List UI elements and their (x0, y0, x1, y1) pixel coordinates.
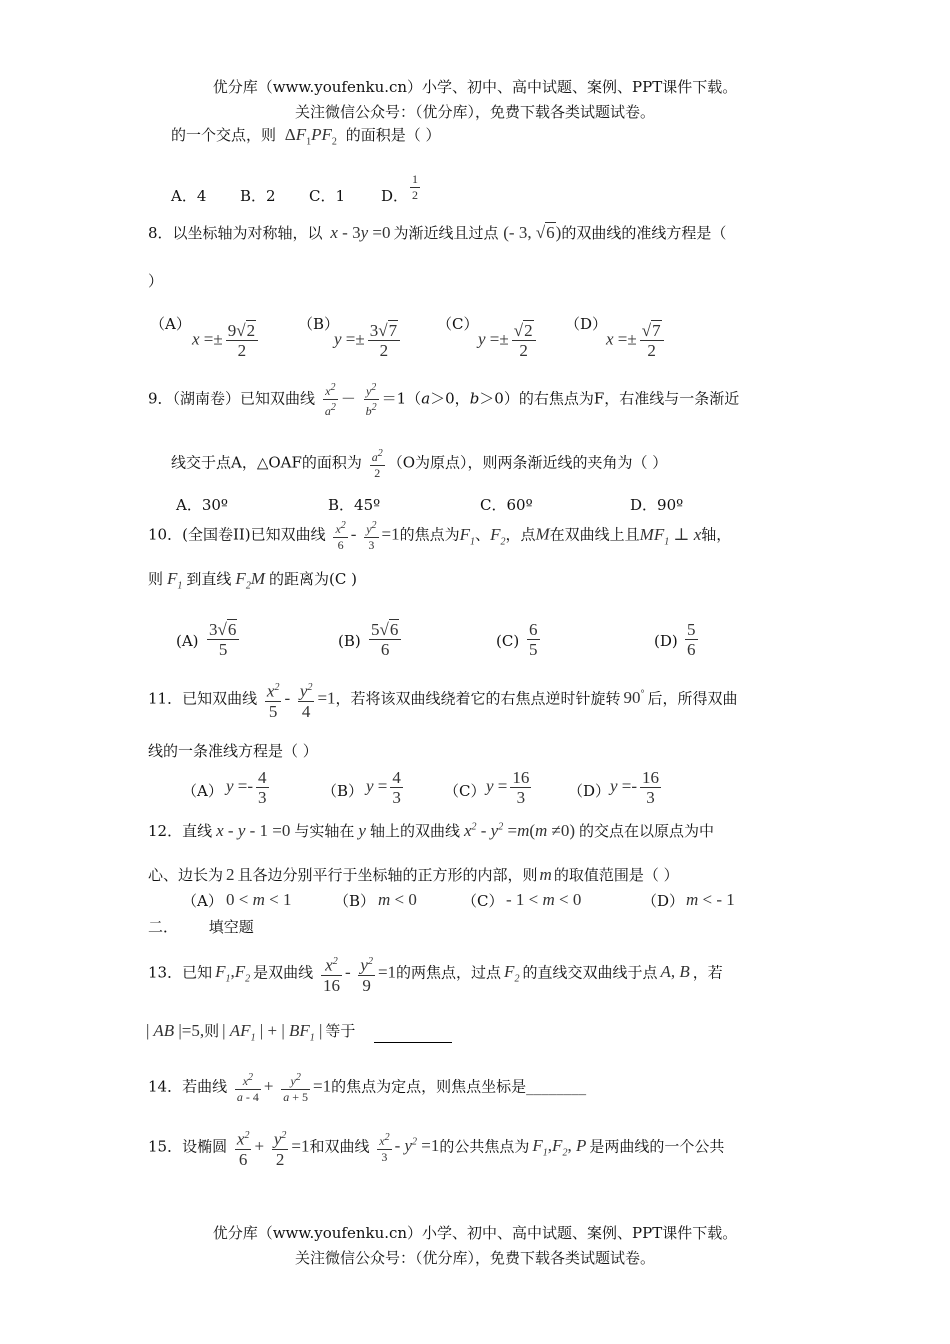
q15-text-a: 设椭圆 (182, 1137, 228, 1156)
q8-label-a: （A） (150, 315, 191, 333)
q14-stem: 14．若曲线 $\frac{x^2}{a - 4}$ + $\frac{y^2}{a + 5}$ =1的焦点为定点，则焦点坐标是________ (148, 1072, 587, 1104)
q13-text-d: 的直线交双曲线于点 (522, 963, 658, 982)
q10-y-term: $\frac{y^2}{3}$ (366, 520, 377, 552)
q11-label-d: （D） (568, 782, 611, 800)
q8-label-c: （C） (437, 315, 479, 333)
q13-ab: | AB |=5, (146, 1021, 205, 1040)
q13-y-term: $\frac{y^2}{9}$ (358, 952, 375, 995)
q15-text-b: 和双曲线 (309, 1137, 370, 1156)
q9-number: 9． (148, 389, 173, 408)
q15-text-d: 是两曲线的一个公共 (589, 1137, 725, 1156)
q10-option-b: $\frac{5√6}{6}$ (369, 620, 401, 659)
q9-stem-line1 (148, 380, 739, 419)
q11-label-b: （B） (322, 782, 364, 800)
q12-option-a: 0 < m < 1 (226, 890, 292, 909)
q12-option-b: m < 0 (378, 890, 417, 909)
q9-text-a: （湖南卷）已知双曲线 (172, 389, 316, 408)
q13-sum: | $AF_1$ | + | $BF_1$ | (222, 1021, 323, 1044)
q13-answer-blank[interactable] (374, 1028, 452, 1043)
q7-option-c: C．1 (309, 187, 346, 205)
q10-f1-b: $F_1$ (167, 569, 183, 592)
q10-line: $F_2M$ (235, 569, 265, 592)
q11-option-a: y =- $\frac{4}{3}$ (226, 768, 267, 807)
q7-option-b: B．2 (240, 187, 276, 205)
q10-f1: $F_1$ (459, 524, 476, 547)
q12-side: 2 (226, 865, 235, 884)
q8-asymptote: x - 3y =0 (330, 223, 391, 242)
header-line-1: 优分库（www.youfenku.cn）小学、初中、高中试题、案例、PPT课件下载。 (212, 78, 738, 96)
section-2-heading (148, 916, 254, 937)
q13-text-a: 已知 (182, 963, 213, 982)
q7-triangle-formula: $\Delta F_1PF_2$ (284, 125, 337, 148)
q10-number: 10． (148, 525, 183, 544)
q8-text-d: ） (148, 272, 164, 290)
q11-text-b: ，若将该双曲线绕着它的右焦点逆时针旋转 (335, 689, 621, 708)
q10-stem-line1: 10．(全国卷II)已知双曲线 $\frac{x^2}{6}$ - $\frac{y^2}{3}$ =1的焦点为$F_1$、$F_2$，点M在双曲线上且$MF_1$ ⊥ x轴， (148, 520, 732, 552)
q14-y-term: $\frac{y^2}{a + 5}$ (283, 1072, 309, 1104)
q12-y: y (358, 821, 366, 840)
q12-label-a: （A） (182, 892, 223, 910)
q15-text-c: 的公共焦点为 (439, 1137, 530, 1156)
q11-text-c: 后，所得双曲 (647, 689, 738, 708)
q12-number: 12． (148, 822, 183, 840)
q10-f2: $F_2$ (490, 524, 506, 547)
q10-perp: $MF_1$ ⊥ x (639, 524, 702, 547)
q9-text-i: （O为原点），则两条渐近线的夹角为（ ） (387, 453, 668, 472)
q14-number: 14． (148, 1077, 183, 1096)
q11-text-d: 线的一条准线方程是（ ） (148, 742, 318, 760)
q10-text-g: 则 (148, 570, 164, 588)
q12-hyperbola: $x^2 - y^2 =m(m \ne 0)$ (463, 821, 576, 840)
q13-text-b: 是双曲线 (253, 963, 314, 982)
q13-foci: $F_1,F_2$ (215, 962, 251, 985)
q9-text-e: ＞0， (430, 389, 470, 408)
q11-option-d: y =- $\frac{16}{3}$ (610, 768, 660, 807)
q7-text-a: 的一个交点，则 (171, 126, 277, 144)
q10-text-h: 到直线 (186, 570, 232, 588)
section-2-number: 二． (148, 918, 179, 936)
section-2-title: 填空题 (208, 918, 254, 936)
q10-text-b: 的焦点为 (399, 525, 460, 544)
q12-text-a: 直线 (182, 822, 213, 840)
q7-option-d: D． (381, 187, 409, 205)
q14-text-b: 的焦点为定点，则焦点坐标是 (331, 1077, 527, 1096)
q12-line: x - y - 1 =0 (216, 821, 291, 840)
q12-stem-line1 (148, 820, 714, 841)
q9-option-a: A．30º (176, 496, 228, 514)
q8-text-b: 为渐近线且过点 (393, 224, 499, 242)
q12-option-d: m < - 1 (686, 890, 735, 909)
q8-point: (- 3, √6) (503, 223, 562, 242)
q8-option-a: x =± $\frac{9√2}{2}$ (192, 321, 261, 360)
q9-x-term: $\frac{x^2}{a^2}$ (324, 382, 336, 418)
q12-m: m (539, 865, 552, 884)
q12-text-e: 心、边长为 (148, 866, 224, 884)
q9-a: a (421, 389, 431, 408)
q10-options (176, 620, 736, 668)
q15-number: 15． (148, 1137, 183, 1156)
q11-label-a: （A） (182, 782, 223, 800)
q12-text-f: 且各边分别平行于坐标轴的正方形的内部，则 (237, 866, 538, 884)
q10-m: M (535, 524, 550, 544)
q13-stem-line1: 13．已知 $F_1,F_2$ 是双曲线 $\frac{x^2}{16}$ - $\frac{y^2}{9}$ =1的两焦点，过点 $F_2$ 的直线交双曲线于点 A, B ，若 (148, 952, 723, 995)
q14-text-a: 若曲线 (182, 1077, 228, 1096)
q11-angle: 90° (623, 688, 645, 708)
q10-option-a: $\frac{3√6}{5}$ (207, 620, 239, 659)
q13-text-c: 的两焦点，过点 (396, 963, 502, 982)
q9-option-b: B．45º (328, 496, 381, 514)
q9-text-b: － (340, 389, 356, 408)
q11-number: 11． (148, 689, 183, 708)
q9-b: b (469, 389, 480, 408)
q8-label-b: （B） (298, 315, 340, 333)
q11-text-a: 已知双曲线 (182, 689, 258, 708)
q9-stem-line2 (171, 446, 667, 481)
q10-text-d: ，点 (505, 525, 536, 544)
q12-label-b: （B） (334, 892, 376, 910)
q9-y-term: $\frac{y^2}{b^2}$ (365, 382, 377, 418)
q10-text-c: 、 (475, 525, 491, 544)
q12-label-c: （C） (462, 892, 504, 910)
q8-text-a: 以坐标轴为对称轴，以 (172, 224, 323, 242)
q12-text-c: 轴上的双曲线 (369, 822, 460, 840)
q12-text-g: 的取值范围是（ ） (553, 866, 679, 884)
footer-line-2: 关注微信公众号：（优分库），免费下载各类试题试卷。 (294, 1249, 655, 1267)
q11-option-b: y = $\frac{4}{3}$ (366, 768, 401, 807)
q13-stem-line2 (146, 1020, 452, 1043)
q7-option-d-value: $\frac{1}{2}$ (412, 172, 418, 202)
q7-option-a: A．4 (171, 187, 207, 205)
footer-line-1: 优分库（www.youfenku.cn）小学、初中、高中试题、案例、PPT课件下载。 (212, 1224, 738, 1242)
q15-hyperbola-x: $\frac{x^2}{3}$ (379, 1131, 390, 1164)
q13-f2: $F_2$ (504, 962, 520, 985)
q11-options (182, 766, 742, 814)
q10-x-term: $\frac{x^2}{6}$ (335, 520, 346, 552)
q10-text-i: 的距离为(C ) (268, 570, 357, 588)
q8-option-c: y =± $\frac{√2}{2}$ (478, 321, 539, 360)
q15-ellipse-y: $\frac{y^2}{2}$ (272, 1126, 289, 1169)
q8-stem (148, 222, 726, 243)
q15-stem: 15．设椭圆 $\frac{x^2}{6}$ + $\frac{y^2}{2}$ =1和双曲线 $\frac{x^2}{3}$ - $y^2 =1$的公共焦点为 $F_1,F_2$, P 是两曲线的一个公共 (148, 1126, 724, 1169)
q10-text-e: 在双曲线上且 (549, 525, 640, 544)
q12-stem-line2 (148, 864, 679, 885)
q9-option-c: C．60º (480, 496, 533, 514)
q10-option-d: $\frac{5}{6}$ (687, 620, 696, 659)
q9-area: $\frac{a^2}{2}$ (371, 448, 383, 480)
q7-stem (171, 124, 440, 147)
q8-option-d: x =± $\frac{√7}{2}$ (606, 321, 667, 360)
q15-hyperbola-rest: - $y^2 =1$ (394, 1136, 440, 1156)
q10-text-f: 轴， (701, 525, 732, 544)
q13-number: 13． (148, 963, 183, 982)
q11-x-term: $\frac{x^2}{5}$ (265, 678, 282, 721)
q10-label-c: (C) (496, 632, 520, 650)
q9-text-c: ＝1（ (381, 389, 422, 408)
q8-options (150, 305, 710, 361)
q15-foci: $F_1,F_2$, P (532, 1136, 587, 1159)
q12-text-b: 与实轴在 (294, 822, 355, 840)
q11-stem-line1: 11．已知双曲线 $\frac{x^2}{5}$ - $\frac{y^2}{4}$ =1，若将该双曲线绕着它的右焦点逆时针旋转 90° 后，所得双曲 (148, 678, 738, 721)
q12-option-c: - 1 < m < 0 (506, 890, 582, 909)
q12-label-d: （D） (642, 892, 685, 910)
q10-stem-line2 (148, 568, 357, 591)
q13-text-e: ，若 (692, 963, 723, 982)
q9-text-h: 线交于点A，△OAF的面积为 (171, 453, 362, 472)
q11-label-c: （C） (444, 782, 486, 800)
q13-text-f: 则 (204, 1022, 220, 1040)
q13-text-g: 等于 (325, 1022, 356, 1040)
q14-x-term: $\frac{x^2}{a - 4}$ (236, 1072, 259, 1104)
q10-label-a: (A) (176, 632, 199, 650)
q10-text-a: (全国卷II)已知双曲线 (182, 525, 326, 544)
q10-label-d: (D) (654, 632, 678, 650)
q12-text-d: 的交点在以原点为中 (579, 822, 715, 840)
q11-y-term: $\frac{y^2}{4}$ (298, 678, 315, 721)
q9-option-d: D．90º (630, 496, 684, 514)
q10-option-c: $\frac{6}{5}$ (529, 620, 538, 659)
q9-text-g: ＞0）的右焦点为F，右准线与一条渐近 (479, 389, 740, 408)
q14-answer-blank[interactable]: ________ (526, 1077, 587, 1096)
q15-ellipse-x: $\frac{x^2}{6}$ (235, 1126, 252, 1169)
q7-text-b: 的面积是（ ） (345, 126, 441, 144)
q8-option-b: y =± $\frac{3√7}{2}$ (334, 321, 403, 360)
q13-points: A, B (660, 962, 690, 982)
q8-label-d: （D） (565, 315, 608, 333)
header-line-2: 关注微信公众号：（优分库），免费下载各类试题试卷。 (294, 103, 655, 121)
q10-label-b: (B) (338, 632, 361, 650)
q11-option-c: y = $\frac{16}{3}$ (486, 768, 530, 807)
q8-text-c: 的双曲线的准线方程是（ (561, 224, 727, 242)
q13-x-term: $\frac{x^2}{16}$ (321, 952, 342, 995)
q8-number: 8． (148, 224, 173, 242)
